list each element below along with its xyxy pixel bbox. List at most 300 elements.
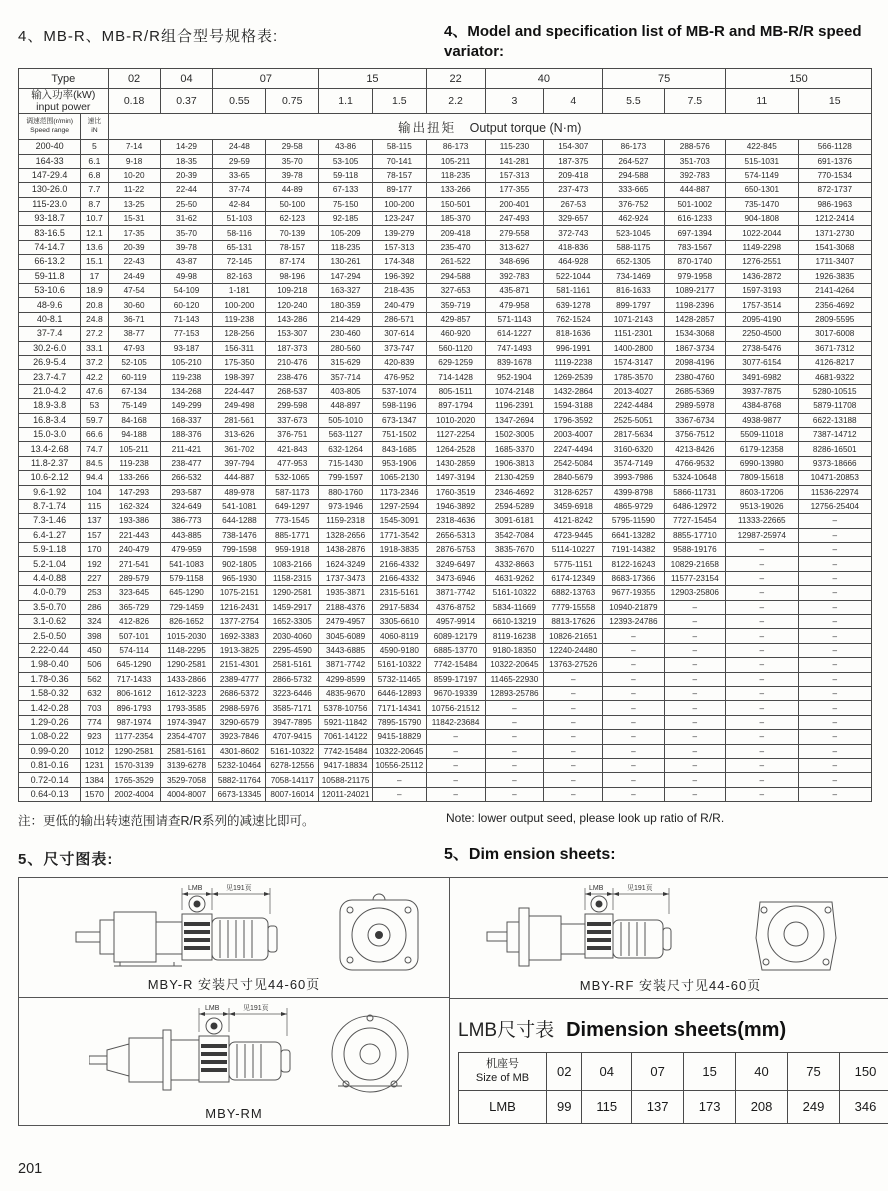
torque-cell: 210-476 — [266, 355, 319, 369]
spec-table — [18, 68, 872, 802]
torque-cell: 541-1081 — [213, 499, 266, 513]
ratio-cell: 703 — [81, 701, 108, 715]
torque-cell: – — [485, 773, 544, 787]
torque-cell: – — [798, 615, 871, 629]
torque-cell: 154-307 — [544, 140, 603, 154]
torque-cell: 392-783 — [485, 269, 544, 283]
spec-row-40-8.1 — [19, 312, 872, 326]
torque-cell: 13763-27526 — [544, 658, 603, 672]
torque-cell: 2917-5834 — [372, 600, 426, 614]
input-power-label-cell — [19, 89, 109, 114]
torque-cell: 1083-2166 — [266, 557, 319, 571]
torque-cell: 147-293 — [108, 485, 160, 499]
torque-cell: 157-313 — [372, 240, 426, 254]
torque-cell: – — [726, 629, 799, 643]
torque-cell: 2346-4692 — [485, 485, 544, 499]
torque-cell: 9670-19339 — [426, 686, 485, 700]
torque-cell: 673-1347 — [372, 413, 426, 427]
torque-cell: 4766-9532 — [664, 456, 725, 470]
torque-cell: 9513-19026 — [726, 499, 799, 513]
torque-cell: 501-1002 — [664, 197, 725, 211]
torque-cell: 2479-4957 — [319, 615, 373, 629]
torque-cell: 3491-6982 — [726, 370, 799, 384]
power-3kw: 3 — [485, 89, 544, 114]
spec-row-23.7-4.7 — [19, 370, 872, 384]
torque-cell: – — [603, 686, 664, 700]
torque-cell: 361-702 — [213, 442, 266, 456]
lmb-size-40: 40 — [736, 1052, 788, 1090]
torque-cell: 4590-9180 — [372, 643, 426, 657]
torque-cell: – — [372, 773, 426, 787]
torque-cell: 240-479 — [372, 298, 426, 312]
torque-cell: 479-958 — [485, 298, 544, 312]
torque-cell: 4301-8602 — [213, 744, 266, 758]
torque-cell: – — [544, 672, 603, 686]
torque-cell: – — [544, 701, 603, 715]
torque-cell: 6610-13219 — [485, 615, 544, 629]
torque-cell: 412-826 — [108, 615, 160, 629]
ratio-cell: 66.6 — [81, 427, 108, 441]
torque-cell: 10-20 — [108, 168, 160, 182]
torque-cell: 264-527 — [603, 154, 664, 168]
torque-cell: 177-355 — [485, 183, 544, 197]
torque-cell: 175-350 — [213, 355, 266, 369]
torque-cell: – — [603, 715, 664, 729]
torque-cell: 196-392 — [372, 269, 426, 283]
torque-cell: – — [485, 787, 544, 801]
torque-cell: 24-49 — [108, 269, 160, 283]
torque-cell: 2988-5976 — [213, 701, 266, 715]
torque-cell: 8813-17626 — [544, 615, 603, 629]
ratio-cell: 1384 — [81, 773, 108, 787]
mby-r-front-drawing — [334, 890, 424, 976]
torque-cell: 119-238 — [108, 456, 160, 470]
torque-cell: 209-418 — [426, 226, 485, 240]
torque-cell: 560-1120 — [426, 341, 485, 355]
spec-row-0.72-0.14 — [19, 773, 872, 787]
spec-row-8.7-1.74 — [19, 499, 872, 513]
torque-cell: 738-1476 — [213, 528, 266, 542]
torque-cell: 1545-3091 — [372, 514, 426, 528]
torque-cell: 3756-7512 — [664, 427, 725, 441]
torque-cell: 119-238 — [213, 312, 266, 326]
torque-cell: – — [726, 586, 799, 600]
torque-cell: – — [603, 730, 664, 744]
type-col-04: 04 — [160, 69, 213, 89]
ratio-cell: 74.7 — [81, 442, 108, 456]
ratio-cell: 12.1 — [81, 226, 108, 240]
torque-cell: 327-653 — [426, 284, 485, 298]
torque-cell: 1075-2151 — [213, 586, 266, 600]
ratio-cell: 137 — [81, 514, 108, 528]
speed-range-cell: 16.8-3.4 — [19, 413, 81, 427]
mby-r-panel — [19, 878, 449, 998]
ratio-label-en: iN — [91, 126, 98, 134]
power-5.5kw: 5.5 — [603, 89, 664, 114]
speed-range-cell: 21.0-4.2 — [19, 384, 81, 398]
lmb-title-en: Dimension sheets(mm) — [566, 1018, 787, 1041]
torque-cell: 224-447 — [213, 384, 266, 398]
torque-cell: – — [798, 658, 871, 672]
speed-range-cell: 18.9-3.8 — [19, 399, 81, 413]
power-1.1kw: 1.1 — [319, 89, 373, 114]
torque-cell: 2315-5161 — [372, 586, 426, 600]
torque-cell: 563-1127 — [319, 427, 373, 441]
torque-cell: 3937-7875 — [726, 384, 799, 398]
torque-cell: 281-561 — [213, 413, 266, 427]
torque-cell: 3139-6278 — [160, 758, 213, 772]
mby-r-caption: MBY-R 安装尺寸见44-60页 — [147, 977, 321, 993]
speed-range-cell: 5.2-1.04 — [19, 557, 81, 571]
speed-range-cell: 23.7-4.7 — [19, 370, 81, 384]
torque-cell: 571-1143 — [485, 312, 544, 326]
torque-cell: 5280-10515 — [798, 384, 871, 398]
torque-cell: 9677-19355 — [603, 586, 664, 600]
torque-cell: 238-476 — [266, 370, 319, 384]
type-header-row — [19, 69, 872, 89]
torque-cell: 2581-5161 — [160, 744, 213, 758]
spec-row-0.81-0.16 — [19, 758, 872, 772]
ratio-cell: 27.2 — [81, 327, 108, 341]
power-0.37kw: 0.37 — [160, 89, 213, 114]
torque-cell: 1692-3383 — [213, 629, 266, 643]
speed-range-cell: 10.6-2.12 — [19, 471, 81, 485]
torque-cell: 7742-15484 — [426, 658, 485, 672]
spec-row-48-9.6 — [19, 298, 872, 312]
torque-cell: 139-279 — [372, 226, 426, 240]
torque-cell: 645-1290 — [160, 586, 213, 600]
torque-cell: 5324-10648 — [664, 471, 725, 485]
torque-cell: 10829-21658 — [664, 557, 725, 571]
torque-cell: 372-743 — [544, 226, 603, 240]
torque-cell: 157-313 — [485, 168, 544, 182]
ratio-cell: 1231 — [81, 758, 108, 772]
torque-cell: – — [726, 758, 799, 772]
torque-cell: 7191-14382 — [603, 543, 664, 557]
type-col-15: 15 — [319, 69, 426, 89]
ratio-cell: 923 — [81, 730, 108, 744]
torque-cell: 1119-2238 — [544, 355, 603, 369]
torque-cell: 816-1633 — [603, 284, 664, 298]
torque-cell: 885-1771 — [266, 528, 319, 542]
torque-cell: – — [603, 787, 664, 801]
torque-cell: – — [726, 744, 799, 758]
torque-cell: 271-541 — [108, 557, 160, 571]
torque-cell: 59-118 — [319, 168, 373, 182]
speed-range-cell: 40-8.1 — [19, 312, 81, 326]
torque-cell: – — [603, 658, 664, 672]
speed-range-label-en: Speed range — [30, 126, 70, 134]
torque-cell: – — [798, 701, 871, 715]
torque-cell: 10588-21175 — [319, 773, 373, 787]
torque-cell: 1906-3813 — [485, 456, 544, 470]
torque-cell: 211-421 — [160, 442, 213, 456]
power-0.55kw: 0.55 — [213, 89, 266, 114]
spec-row-74-14.7 — [19, 240, 872, 254]
torque-cell: 10940-21879 — [603, 600, 664, 614]
torque-cell: 1127-2254 — [426, 427, 485, 441]
torque-cell: 3871-7742 — [319, 658, 373, 672]
torque-cell: 119-238 — [160, 370, 213, 384]
ratio-cell: 53 — [81, 399, 108, 413]
torque-cell: 89-177 — [372, 183, 426, 197]
speed-range-cell: 200-40 — [19, 140, 81, 154]
torque-cell: 12756-25404 — [798, 499, 871, 513]
torque-cell: 973-1946 — [319, 499, 373, 513]
torque-cell: 1946-3892 — [426, 499, 485, 513]
torque-cell: 8683-17366 — [603, 571, 664, 585]
torque-cell: – — [798, 600, 871, 614]
size-of-mb-label-cn: 机座号 — [486, 1057, 519, 1070]
speed-range-cell: 7.3-1.46 — [19, 514, 81, 528]
torque-cell: 1935-3871 — [319, 586, 373, 600]
torque-cell: 214-429 — [319, 312, 373, 326]
torque-cell: 4681-9322 — [798, 370, 871, 384]
torque-cell: 464-928 — [544, 255, 603, 269]
torque-cell: 2130-4259 — [485, 471, 544, 485]
torque-cell: 50-100 — [266, 197, 319, 211]
torque-cell: 3290-6579 — [213, 715, 266, 729]
speed-range-cell: 3.5-0.70 — [19, 600, 81, 614]
torque-cell: 2151-4301 — [213, 658, 266, 672]
torque-cell: 6885-13770 — [426, 643, 485, 657]
torque-cell: 443-885 — [160, 528, 213, 542]
torque-header-row — [19, 114, 872, 140]
torque-cell: 4213-8426 — [664, 442, 725, 456]
spec-row-4.4-0.88 — [19, 571, 872, 585]
torque-cell: 4126-8217 — [798, 355, 871, 369]
torque-cell: 1624-3249 — [319, 557, 373, 571]
torque-cell: 30-60 — [108, 298, 160, 312]
spec-row-16.8-3.4 — [19, 413, 872, 427]
left-drawings-box — [18, 877, 450, 1126]
torque-cell: 714-1428 — [426, 370, 485, 384]
torque-cell: 37-74 — [213, 183, 266, 197]
torque-cell: 149-299 — [160, 399, 213, 413]
torque-cell: 7-14 — [108, 140, 160, 154]
torque-cell: – — [664, 600, 725, 614]
torque-cell: 105-209 — [319, 226, 373, 240]
speed-range-cell: 2.5-0.50 — [19, 629, 81, 643]
speed-range-cell: 1.42-0.28 — [19, 701, 81, 715]
torque-cell: 1793-3585 — [160, 701, 213, 715]
torque-cell: – — [726, 773, 799, 787]
torque-cell: 84-168 — [108, 413, 160, 427]
lmb-value-row — [459, 1090, 888, 1123]
type-col-07: 07 — [213, 69, 319, 89]
torque-cell: – — [603, 629, 664, 643]
torque-cell: 11-22 — [108, 183, 160, 197]
torque-cell: – — [426, 787, 485, 801]
torque-cell: 1918-3835 — [372, 543, 426, 557]
lmb-row-label: LMB — [459, 1090, 547, 1123]
torque-cell: – — [603, 701, 664, 715]
torque-cell: 986-1963 — [798, 197, 871, 211]
torque-cell: 36-71 — [108, 312, 160, 326]
ratio-header — [81, 114, 108, 140]
torque-cell: – — [726, 543, 799, 557]
torque-cell: 1612-3223 — [160, 686, 213, 700]
torque-cell: 1570-3139 — [108, 758, 160, 772]
torque-cell: 38-77 — [108, 327, 160, 341]
torque-cell: 2188-4376 — [319, 600, 373, 614]
torque-cell: 1290-2581 — [160, 658, 213, 672]
torque-cell: 67-133 — [319, 183, 373, 197]
torque-cell: – — [726, 686, 799, 700]
torque-cell: 953-1906 — [372, 456, 426, 470]
torque-cell: 2380-4760 — [664, 370, 725, 384]
torque-cell: 324-649 — [160, 499, 213, 513]
torque-cell: 98-196 — [266, 269, 319, 283]
torque-cell: 614-1227 — [485, 327, 544, 341]
torque-cell: 3443-6885 — [319, 643, 373, 657]
speed-range-cell: 164-33 — [19, 154, 81, 168]
torque-cell: 7061-14122 — [319, 730, 373, 744]
torque-cell: – — [798, 773, 871, 787]
mby-rm-front-drawing — [324, 1012, 416, 1100]
torque-cell: 333-665 — [603, 183, 664, 197]
torque-cell: 294-588 — [603, 168, 664, 182]
torque-cell: 397-794 — [213, 456, 266, 470]
torque-cell: – — [726, 571, 799, 585]
torque-cell: 9-18 — [108, 154, 160, 168]
torque-cell: 315-629 — [319, 355, 373, 369]
torque-cell: 965-1930 — [213, 571, 266, 585]
torque-cell: 598-1196 — [372, 399, 426, 413]
torque-cell: 3367-6734 — [664, 413, 725, 427]
input-power-label-en: input power — [36, 101, 91, 114]
torque-cell: 47-93 — [108, 341, 160, 355]
torque-cell: 280-560 — [319, 341, 373, 355]
mby-rm-caption: MBY-RM — [205, 1106, 263, 1122]
torque-cell: 541-1083 — [160, 557, 213, 571]
torque-cell: 632-1264 — [319, 442, 373, 456]
torque-cell: 268-537 — [266, 384, 319, 398]
lmb-header-row — [459, 1052, 888, 1090]
speed-range-cell: 0.64-0.13 — [19, 787, 81, 801]
torque-cell: 3671-7312 — [798, 341, 871, 355]
torque-cell: 72-145 — [213, 255, 266, 269]
type-label-cell: Type — [19, 69, 109, 89]
torque-cell: 93-187 — [160, 341, 213, 355]
torque-cell: 3305-6610 — [372, 615, 426, 629]
torque-cell: 4938-9877 — [726, 413, 799, 427]
torque-cell: 806-1612 — [108, 686, 160, 700]
speed-range-cell: 130-26.0 — [19, 183, 81, 197]
torque-cell: 2242-4484 — [603, 399, 664, 413]
speed-range-cell: 30.2-6.0 — [19, 341, 81, 355]
torque-cell: 5378-10756 — [319, 701, 373, 715]
torque-cell: 770-1534 — [798, 168, 871, 182]
torque-cell: 1574-3147 — [603, 355, 664, 369]
lmb-size-07: 07 — [632, 1052, 684, 1090]
torque-cell: 267-53 — [544, 197, 603, 211]
torque-cell: – — [544, 730, 603, 744]
torque-cell: 143-286 — [266, 312, 319, 326]
torque-cell: 293-587 — [160, 485, 213, 499]
torque-cell: – — [798, 514, 871, 528]
torque-cell: 20-39 — [108, 240, 160, 254]
power-0.18kw: 0.18 — [108, 89, 160, 114]
torque-cell: 5509-11018 — [726, 427, 799, 441]
torque-cell: 237-473 — [544, 183, 603, 197]
torque-cell: 75-149 — [108, 399, 160, 413]
torque-cell: 47-54 — [108, 284, 160, 298]
torque-cell: – — [603, 744, 664, 758]
torque-cell: 1196-2391 — [485, 399, 544, 413]
torque-cell: 4299-8599 — [319, 672, 373, 686]
torque-cell: 1198-2396 — [664, 298, 725, 312]
torque-cell: 5921-11842 — [319, 715, 373, 729]
speed-range-cell: 48-9.6 — [19, 298, 81, 312]
torque-cell: – — [544, 773, 603, 787]
section4-header — [18, 22, 872, 61]
speed-range-cell: 6.4-1.27 — [19, 528, 81, 542]
torque-cell: 134-268 — [160, 384, 213, 398]
torque-cell: 3947-7895 — [266, 715, 319, 729]
torque-cell: 313-626 — [213, 427, 266, 441]
torque-cell: 1010-2020 — [426, 413, 485, 427]
spec-row-26.9-5.4 — [19, 355, 872, 369]
torque-cell: 9180-18350 — [485, 643, 544, 657]
torque-cell: 435-871 — [485, 284, 544, 298]
torque-cell: 392-783 — [664, 168, 725, 182]
torque-cell: 11577-23154 — [664, 571, 725, 585]
torque-cell: 5866-11731 — [664, 485, 725, 499]
ratio-cell: 115 — [81, 499, 108, 513]
torque-cell: 7727-15454 — [664, 514, 725, 528]
torque-cell: 7809-15618 — [726, 471, 799, 485]
torque-cell: 9417-18834 — [319, 758, 373, 772]
speed-range-cell: 1.29-0.26 — [19, 715, 81, 729]
torque-cell: 3473-6946 — [426, 571, 485, 585]
torque-cell: 899-1797 — [603, 298, 664, 312]
ratio-cell: 10.7 — [81, 212, 108, 226]
torque-cell: 1328-2656 — [319, 528, 373, 542]
torque-cell: 1015-2030 — [160, 629, 213, 643]
torque-cell: 53-105 — [319, 154, 373, 168]
torque-cell: 6990-13980 — [726, 456, 799, 470]
torque-cell: – — [603, 672, 664, 686]
speed-range-cell: 13.4-2.68 — [19, 442, 81, 456]
torque-cell: 880-1760 — [319, 485, 373, 499]
torque-cell: 11842-23684 — [426, 715, 485, 729]
ratio-cell: 84.5 — [81, 456, 108, 470]
torque-cell: – — [798, 715, 871, 729]
torque-cell: – — [726, 658, 799, 672]
speed-range-cell: 93-18.7 — [19, 212, 81, 226]
torque-cell: 1159-2318 — [319, 514, 373, 528]
torque-cell: 2840-5679 — [544, 471, 603, 485]
torque-cell: 2817-5634 — [603, 427, 664, 441]
torque-cell: 78-157 — [266, 240, 319, 254]
torque-cell: – — [798, 730, 871, 744]
torque-cell: 348-696 — [485, 255, 544, 269]
torque-cell: 1177-2354 — [108, 730, 160, 744]
torque-cell: 3585-7171 — [266, 701, 319, 715]
dimension-sheets-area — [18, 877, 877, 1126]
spec-row-59-11.8 — [19, 269, 872, 283]
torque-cell: 1502-3005 — [485, 427, 544, 441]
torque-cell: 2166-4332 — [372, 557, 426, 571]
torque-cell: – — [726, 615, 799, 629]
torque-cell: 3017-6008 — [798, 327, 871, 341]
torque-cell: 629-1259 — [426, 355, 485, 369]
ratio-cell: 5 — [81, 140, 108, 154]
lmb-title-cn: LMB尺寸表 — [458, 1019, 555, 1041]
torque-cell: 5882-11764 — [213, 773, 266, 787]
torque-cell: 6179-12358 — [726, 442, 799, 456]
